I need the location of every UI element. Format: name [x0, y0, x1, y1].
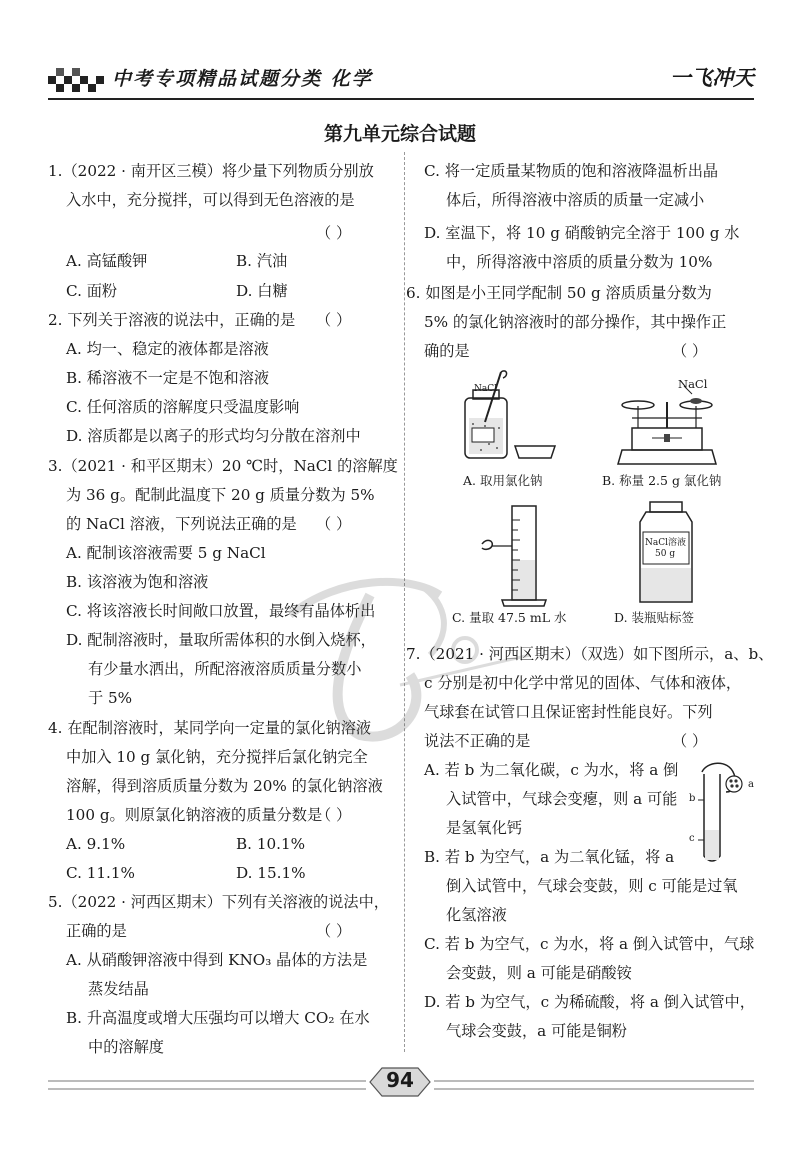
q7-option-d-line1[interactable]: D. 若 b 为空气，c 为稀硫酸，将 a 倒入试管中， [424, 993, 755, 1011]
q5-option-d-line1[interactable]: D. 室温下，将 10 g 硝酸钠完全溶于 100 g 水 [424, 224, 740, 242]
q4-stem-line3: 溶解，得到溶质质量分数为 20% 的氯化钠溶液 [66, 777, 383, 795]
q7-answer-blank[interactable]: （ ） [672, 732, 708, 750]
q7-option-b-line2: 倒入试管中，气球会变鼓，则 c 可能是过氧 [446, 877, 738, 895]
footer-rule-right [434, 1080, 754, 1090]
q7-stem-line2: c 分别是初中化学中常见的固体、气体和液体， [424, 674, 742, 692]
q7-option-c-line2: 会变鼓，则 a 可能是硝酸铵 [446, 964, 632, 982]
q3-option-a[interactable]: A. 配制该溶液需要 5 g NaCl [66, 544, 266, 562]
label-b: b [689, 793, 696, 804]
q5-stem-line1: 5.（2022 · 河西区期末）下列有关溶液的说法中， [48, 893, 389, 911]
q3-stem-line1: 3.（2021 · 和平区期末）20 ℃时，NaCl 的溶解度 [48, 457, 398, 475]
q5-option-d-line2: 中，所得溶液中溶质的质量分数为 10% [446, 253, 713, 271]
q7-stem-line4: 说法不正确的是 [424, 732, 531, 750]
q1-option-c[interactable]: C. 面粉 [66, 282, 118, 300]
q2-option-a[interactable]: A. 均一、稳定的液体都是溶液 [66, 340, 269, 358]
q2-option-d[interactable]: D. 溶质都是以离子的形式均匀分散在溶剂中 [66, 427, 361, 445]
q2-stem-line1: 2. 下列关于溶液的说法中，正确的是 [48, 311, 296, 329]
q3-stem-line3: 的 NaCl 溶液，下列说法正确的是 [66, 515, 297, 533]
q6-caption-d[interactable]: D. 装瓶贴标签 [614, 610, 695, 625]
q4-stem-line1: 4. 在配制溶液时，某同学向一定量的氯化钠溶液 [48, 719, 372, 737]
q6-caption-a[interactable]: A. 取用氯化钠 [463, 473, 543, 488]
jar-label: NaCl [474, 384, 498, 394]
bottle-label-line2: 50 g [655, 549, 676, 559]
q6-answer-blank[interactable]: （ ） [672, 342, 708, 360]
running-header [48, 58, 754, 100]
q1-answer-blank[interactable]: （ ） [316, 224, 352, 242]
q3-option-d-line2: 有少量水洒出，所配溶液溶质质量分数小 [88, 660, 362, 678]
q5-answer-blank[interactable]: （ ） [316, 922, 352, 940]
q1-option-d[interactable]: D. 白糖 [236, 282, 288, 300]
q5-option-c-line1[interactable]: C. 将一定质量某物质的饱和溶液降温析出晶 [424, 162, 719, 180]
section-title: 第九单元综合试题 [323, 123, 476, 145]
brand-logo: 一飞冲天 [670, 65, 754, 90]
q5-option-b-line2: 中的溶解度 [88, 1038, 164, 1056]
q3-answer-blank[interactable]: （ ） [316, 515, 352, 533]
q4-option-d[interactable]: D. 15.1% [236, 864, 306, 882]
q6-stem-line3: 确的是 [424, 342, 470, 360]
q6-stem-line1: 6. 如图是小王同学配制 50 g 溶质质量分数为 [406, 284, 712, 302]
q4-option-c[interactable]: C. 11.1% [66, 864, 135, 882]
q3-option-b[interactable]: B. 该溶液为饱和溶液 [66, 573, 209, 591]
q7-option-a-line3: 是氢氧化钙 [446, 819, 522, 837]
q7-option-a-line1[interactable]: A. 若 b 为二氧化碳，c 为水，将 a 倒 [424, 761, 679, 779]
q3-option-d-line1[interactable]: D. 配制溶液时，量取所需体积的水倒入烧杯， [66, 631, 376, 649]
q5-stem-line2: 正确的是 [66, 922, 127, 940]
q7-option-b-line1[interactable]: B. 若 b 为空气，a 为二氧化锰，将 a [424, 848, 675, 866]
q7-option-b-line3: 化氢溶液 [446, 906, 507, 924]
jar-spatula-figure [455, 368, 575, 468]
footer-rule-left [48, 1080, 366, 1090]
q6-caption-c[interactable]: C. 量取 47.5 mL 水 [452, 610, 567, 625]
q7-stem-line3: 气球套在试管口且保证密封性能良好。下列 [424, 703, 713, 721]
q2-answer-blank[interactable]: （ ） [316, 311, 352, 329]
q6-caption-b[interactable]: B. 称量 2.5 g 氯化钠 [602, 473, 722, 488]
bottle-label-line1: NaCl溶液 [645, 538, 687, 548]
q3-stem-line2: 为 36 g。配制此温度下 20 g 质量分数为 5% [66, 486, 375, 504]
q4-stem-line2: 中加入 10 g 氯化钠，充分搅拌后氯化钠完全 [66, 748, 368, 766]
q2-option-b[interactable]: B. 稀溶液不一定是不饱和溶液 [66, 369, 270, 387]
q1-stem-line1: 1.（2022 · 南开区三模）将少量下列物质分别放 [48, 162, 374, 180]
q5-option-b-line1[interactable]: B. 升高温度或增大压强均可以增大 CO₂ 在水 [66, 1009, 370, 1027]
label-c: c [689, 833, 695, 844]
header-rule [48, 98, 754, 100]
q7-option-a-line2: 入试管中，气球会变瘪，则 a 可能 [446, 790, 678, 808]
q7-option-d-line2: 气球会变鼓，a 可能是铜粉 [446, 1022, 627, 1040]
q7-option-c-line1[interactable]: C. 若 b 为空气，c 为水，将 a 倒入试管中，气球 [424, 935, 755, 953]
q4-answer-blank[interactable]: （ ） [316, 806, 352, 824]
q5-option-c-line2: 体后，所得溶液中溶质的质量一定减小 [446, 191, 705, 209]
q5-option-a-line2: 蒸发结晶 [88, 980, 149, 998]
checker-pattern-icon [48, 62, 104, 92]
label-a: a [748, 779, 754, 790]
q7-stem-line1: 7.（2021 · 河西区期末）（双选）如下图所示，a、b、 [406, 645, 774, 663]
q4-stem-line4: 100 g。则原氯化钠溶液的质量分数是 [66, 806, 323, 824]
scale-label: NaCl [678, 377, 708, 391]
q4-option-b[interactable]: B. 10.1% [236, 835, 306, 853]
q3-option-c[interactable]: C. 将该溶液长时间敞口放置，最终有晶体析出 [66, 602, 376, 620]
q1-option-a[interactable]: A. 高锰酸钾 [66, 252, 148, 270]
series-title: 中考专项精品试题分类 化学 [112, 68, 373, 90]
watermark-logo [250, 555, 550, 755]
test-tube-balloon-figure [694, 760, 754, 870]
q1-stem-line2: 入水中，充分搅拌，可以得到无色溶液的是 [66, 191, 355, 209]
q3-option-d-line3: 于 5% [88, 689, 133, 707]
q1-option-b[interactable]: B. 汽油 [236, 252, 288, 270]
q6-stem-line2: 5% 的氯化钠溶液时的部分操作，其中操作正 [424, 313, 727, 331]
q5-option-a-line1[interactable]: A. 从硝酸钾溶液中得到 KNO₃ 晶体的方法是 [66, 951, 368, 969]
q2-option-c[interactable]: C. 任何溶质的溶解度只受温度影响 [66, 398, 300, 416]
q4-option-a[interactable]: A. 9.1% [66, 835, 126, 853]
page-number: 94 [386, 1068, 414, 1092]
